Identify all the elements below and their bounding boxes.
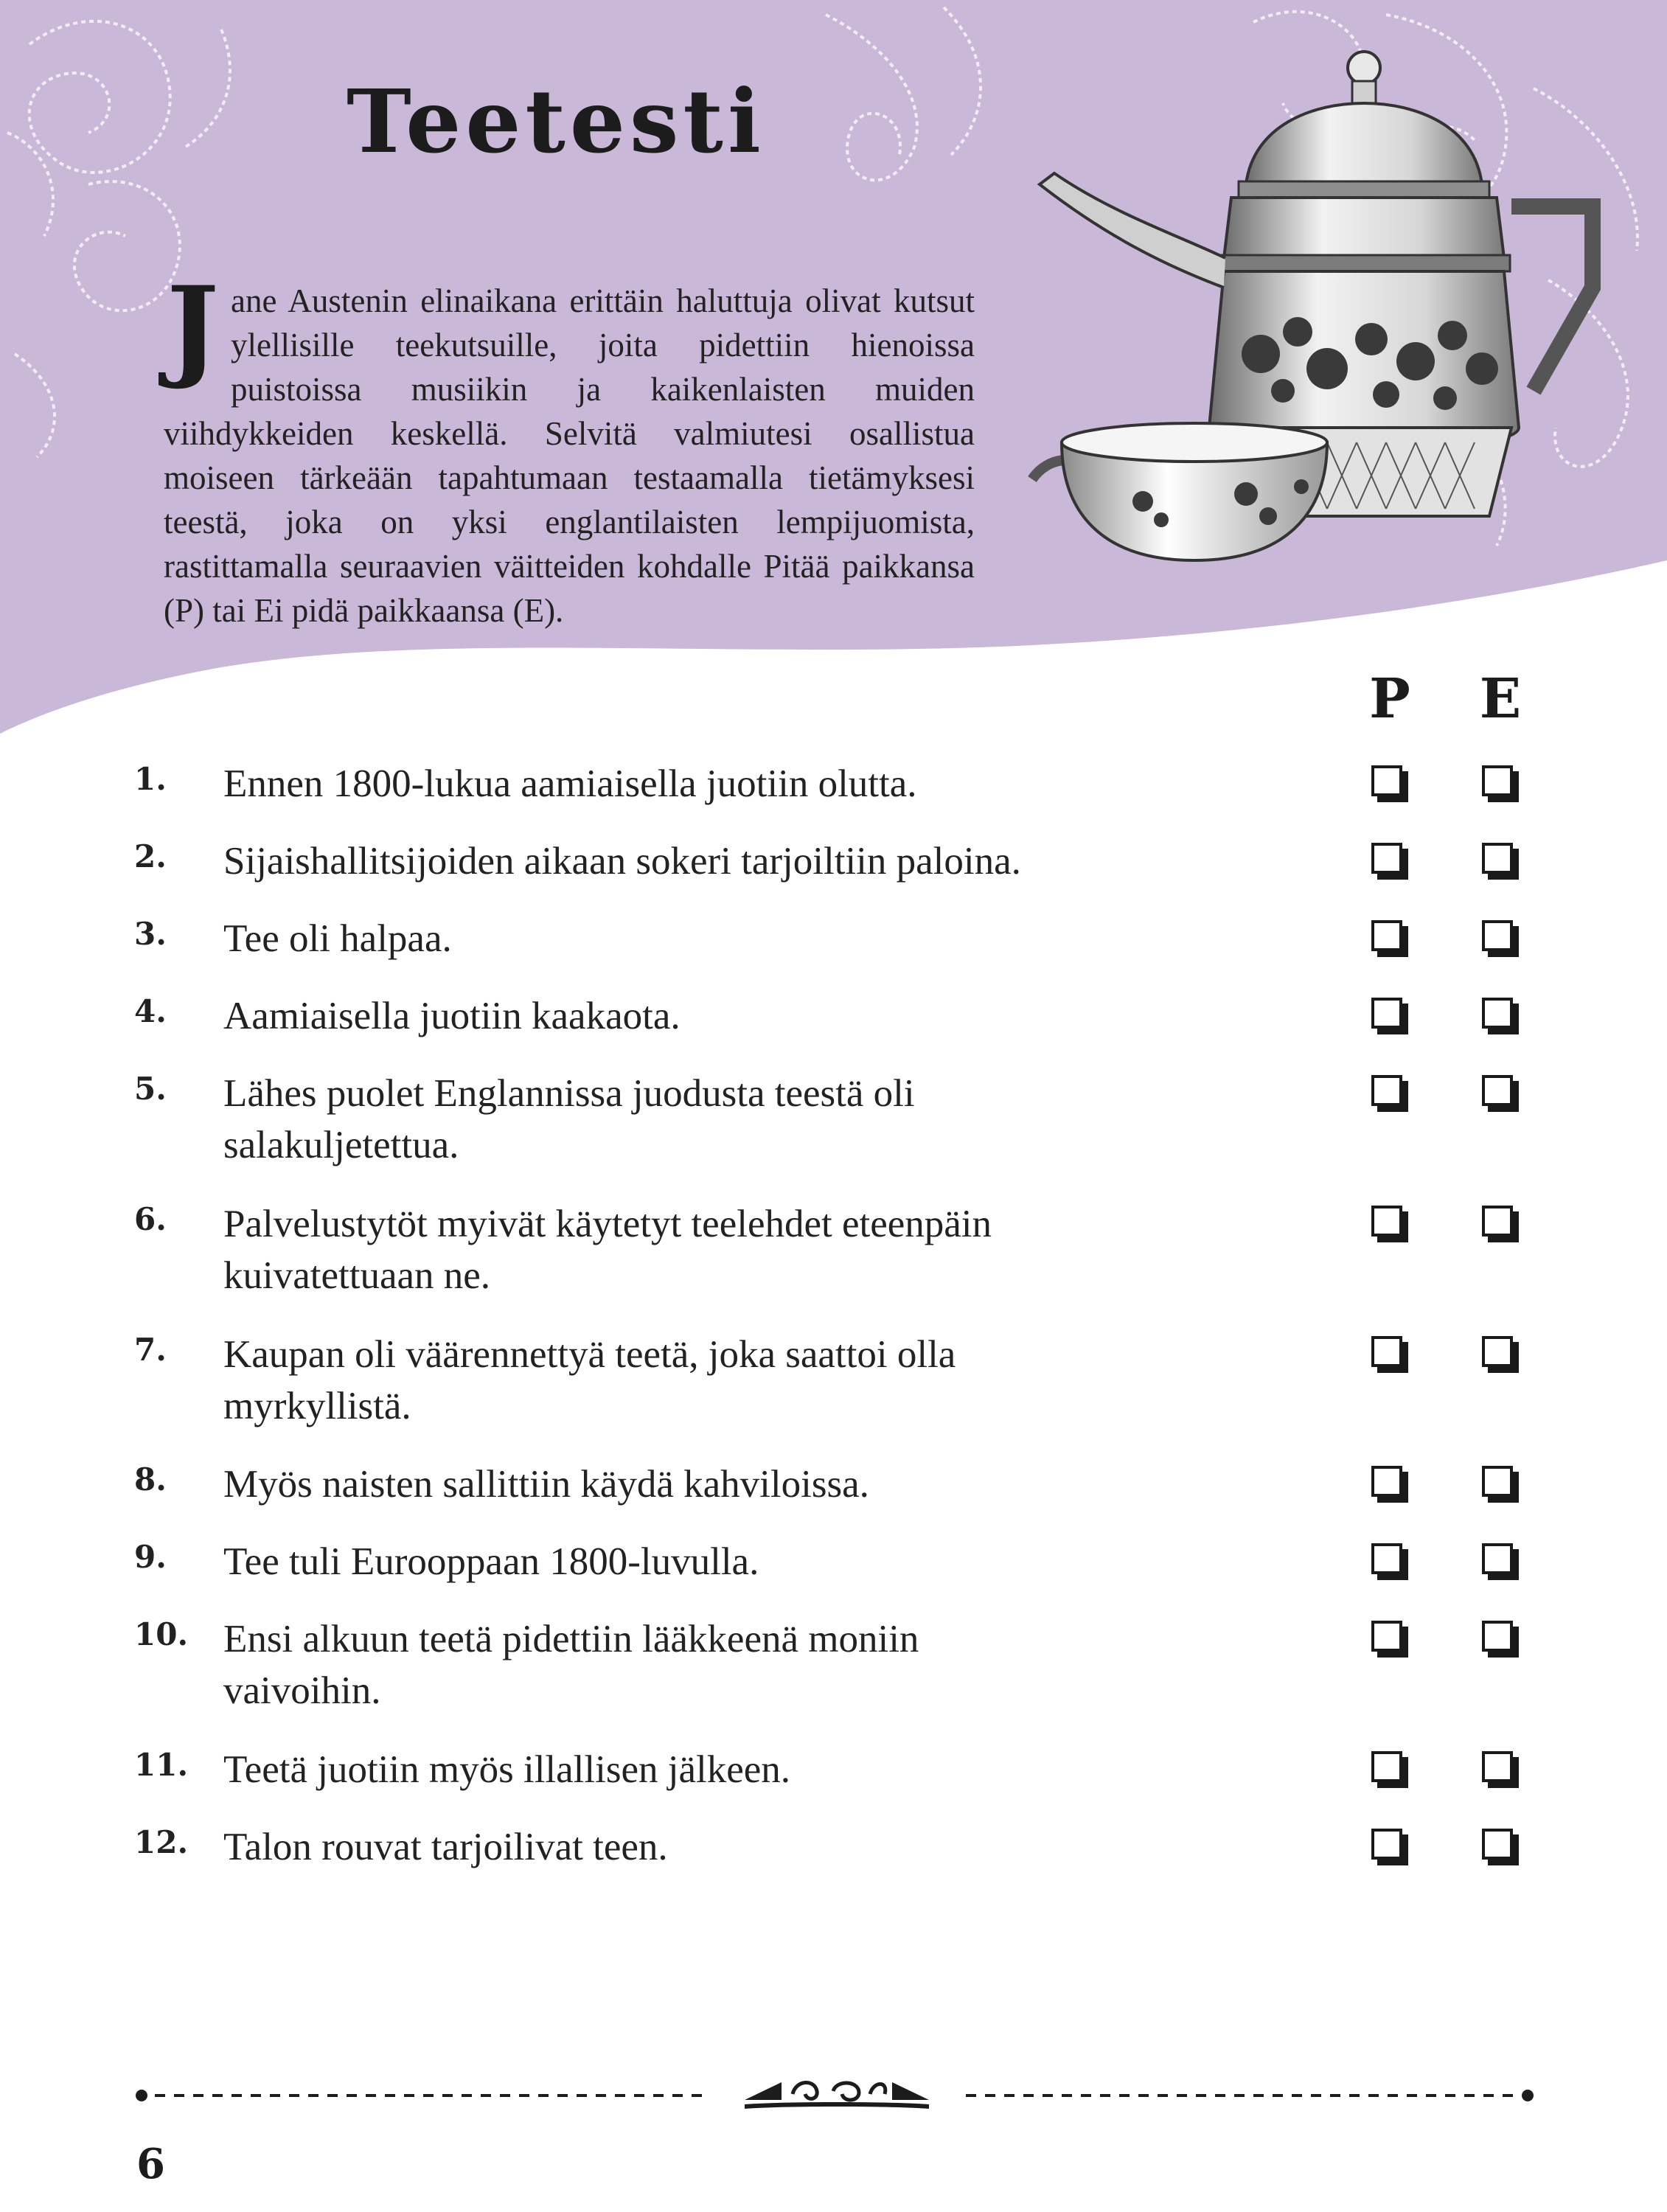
question-text: Tee tuli Eurooppaan 1800-luvulla. bbox=[223, 1540, 759, 1583]
checkbox-p[interactable] bbox=[1371, 1751, 1402, 1782]
checkbox-e[interactable] bbox=[1482, 1336, 1513, 1367]
column-header-e: E bbox=[1479, 667, 1522, 731]
question-text: Teetä juotiin myös illallisen jälkeen. bbox=[223, 1748, 791, 1791]
checkbox-p[interactable] bbox=[1371, 1336, 1402, 1367]
checkbox-e[interactable] bbox=[1482, 1829, 1513, 1860]
intro-text: ane Austenin elinaikana erittäin haluttuja olivat kutsut ylellisille teekutsuille, joita pidettiin hienoissa puistoissa musiikin ja kaikenlaisten muiden viihdykkeiden keskellä. Selvitä valmiutesi osallistua moiseen tärkeään tapahtumaan testaamalla tietämyksesi teestä, joka on yksi englantilaisten lempijuomista, rastittamalla seuraavien väitteiden kohdalle Pitää paikkansa (P) tai Ei pidä paikkaansa (E). bbox=[164, 282, 975, 629]
question-number: 12. bbox=[134, 1824, 189, 1860]
question-text: Palvelustytöt myivät käytetyt teelehdet eteenpäin kuivatettuaan ne. bbox=[223, 1203, 992, 1297]
checkbox-p[interactable] bbox=[1371, 765, 1402, 796]
question-number: 1. bbox=[134, 761, 167, 797]
checkbox-e[interactable] bbox=[1482, 1621, 1513, 1652]
column-header-p: P bbox=[1369, 667, 1410, 731]
question-number: 8. bbox=[134, 1461, 167, 1498]
checkbox-p[interactable] bbox=[1371, 1621, 1402, 1652]
question-number: 3. bbox=[134, 916, 167, 952]
question-text: Ensi alkuun teetä pidettiin lääkkeenä moniin vaivoihin. bbox=[223, 1618, 919, 1712]
question-text: Ennen 1800-lukua aamiaisella juotiin olutta. bbox=[223, 762, 917, 805]
question-number: 4. bbox=[134, 993, 167, 1029]
checkbox-p[interactable] bbox=[1371, 1075, 1402, 1106]
checkbox-e[interactable] bbox=[1482, 843, 1513, 874]
checkbox-e[interactable] bbox=[1482, 1751, 1513, 1782]
question-number: 5. bbox=[134, 1071, 167, 1107]
question-text: Talon rouvat tarjoilivat teen. bbox=[223, 1826, 668, 1868]
question-text: Myös naisten sallittiin käydä kahviloissa. bbox=[223, 1463, 869, 1506]
checkbox-e[interactable] bbox=[1482, 1466, 1513, 1497]
checkbox-p[interactable] bbox=[1371, 1466, 1402, 1497]
question-number: 11. bbox=[134, 1747, 189, 1783]
checkbox-e[interactable] bbox=[1482, 765, 1513, 796]
checkbox-p[interactable] bbox=[1371, 920, 1402, 951]
teapot-and-cup-illustration bbox=[1003, 44, 1652, 605]
question-text: Aamiaisella juotiin kaakaota. bbox=[223, 995, 681, 1037]
question-number: 7. bbox=[134, 1332, 167, 1368]
question-text: Kaupan oli väärennettyä teetä, joka saattoi olla myrkyllistä. bbox=[223, 1333, 956, 1427]
intro-paragraph bbox=[164, 262, 975, 633]
question-text: Tee oli halpaa. bbox=[223, 917, 452, 960]
question-number: 2. bbox=[134, 838, 167, 874]
checkbox-p[interactable] bbox=[1371, 998, 1402, 1029]
question-text: Lähes puolet Englannissa juodusta teestä oli salakuljetettua. bbox=[223, 1072, 915, 1166]
checkbox-p[interactable] bbox=[1371, 1543, 1402, 1574]
checkbox-p[interactable] bbox=[1371, 843, 1402, 874]
checkbox-e[interactable] bbox=[1482, 1075, 1513, 1106]
checkbox-e[interactable] bbox=[1482, 920, 1513, 951]
drop-cap: J bbox=[167, 262, 219, 392]
checkbox-e[interactable] bbox=[1482, 998, 1513, 1029]
footer-ornament-divider bbox=[133, 2072, 1534, 2116]
page-title: Teetesti bbox=[347, 70, 765, 173]
checkbox-p[interactable] bbox=[1371, 1206, 1402, 1237]
checkbox-e[interactable] bbox=[1482, 1206, 1513, 1237]
question-number: 9. bbox=[134, 1539, 167, 1575]
question-number: 10. bbox=[134, 1616, 189, 1652]
checkbox-e[interactable] bbox=[1482, 1543, 1513, 1574]
question-text: Sijaishallitsijoiden aikaan sokeri tarjoiltiin paloina. bbox=[223, 840, 1021, 883]
question-number: 6. bbox=[134, 1201, 167, 1237]
checkbox-p[interactable] bbox=[1371, 1829, 1402, 1860]
page-number: 6 bbox=[136, 2140, 165, 2188]
